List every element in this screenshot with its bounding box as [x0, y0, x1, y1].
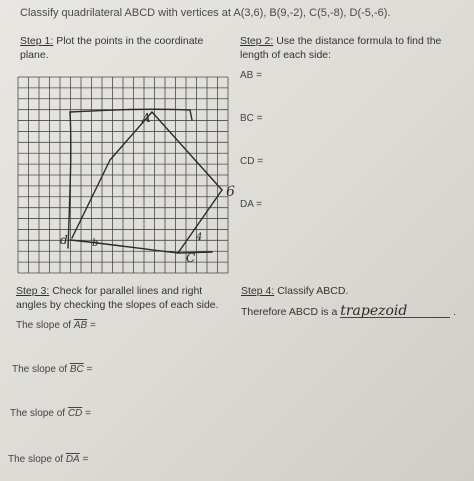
step2-text: Use the distance formula to find the [276, 35, 442, 47]
sketch-side-bc [152, 112, 222, 190]
step2-label: Step 2: [240, 35, 274, 47]
slope-da-equals: = [82, 454, 89, 465]
side-da-label: DA = [240, 199, 262, 210]
step1-label: Step 1: [20, 35, 54, 47]
step4-therefore: Therefore ABCD is a [241, 306, 338, 318]
grid-lines [18, 77, 228, 273]
handwritten-mark-a: A [142, 111, 151, 125]
handwritten-mark-6: 6 [226, 184, 235, 200]
slope-ab-prefix: The slope of [16, 320, 72, 331]
side-bc-label: BC = [240, 113, 263, 124]
slope-cd-prefix: The slope of [10, 408, 66, 419]
handwritten-mark-c: C [186, 251, 196, 265]
step3-text-2: angles by checking the slopes of each side. [16, 299, 219, 311]
slope-bc-equals: = [86, 364, 93, 375]
slope-da-label [8, 454, 88, 465]
step2-text-2: length of each side: [240, 49, 332, 61]
slope-ab-segment: $\overline{AB}$ [73, 320, 88, 331]
sketch-line-top [70, 109, 192, 120]
slope-cd-label [10, 408, 91, 419]
step3-label: Step 3: [16, 285, 50, 297]
step3-heading [16, 284, 202, 298]
slope-da-prefix: The slope of [8, 454, 64, 465]
step4-conclusion [241, 305, 456, 319]
step3-text: Check for parallel lines and right [52, 285, 203, 297]
handwritten-mark-b: b [92, 238, 99, 249]
slope-da-segment: $\overline{DA}$ [65, 454, 80, 465]
side-ab-label: AB = [240, 70, 262, 81]
sketch-side-cd [178, 190, 222, 253]
slope-bc-label [12, 364, 92, 375]
slope-ab-equals: = [89, 320, 96, 331]
answer-blank: trapezoid [340, 305, 450, 318]
step4-period: . [453, 306, 457, 318]
slope-bc-prefix: The slope of [12, 364, 68, 375]
slope-cd-segment: $\overline{CD}$ [67, 408, 83, 419]
step4-heading [241, 284, 348, 298]
step4-text: Classify ABCD. [277, 285, 349, 297]
problem-title: Classify quadrilateral ABCD with vertices at A(3,6), B(9,-2), C(5,-8), D(-5,-6). [20, 7, 391, 19]
side-cd-label: CD = [240, 156, 264, 167]
slope-cd-equals: = [85, 408, 91, 419]
step1-text: Plot the points in the coordinate [56, 35, 204, 47]
step1-text-2: plane. [20, 49, 49, 61]
slope-ab-label [16, 320, 96, 331]
step4-label: Step 4: [241, 285, 275, 297]
slope-bc-segment: $\overline{BC}$ [69, 364, 84, 375]
handwritten-mark-d: d [60, 233, 68, 247]
handwritten-mark-4: 4 [196, 232, 203, 243]
